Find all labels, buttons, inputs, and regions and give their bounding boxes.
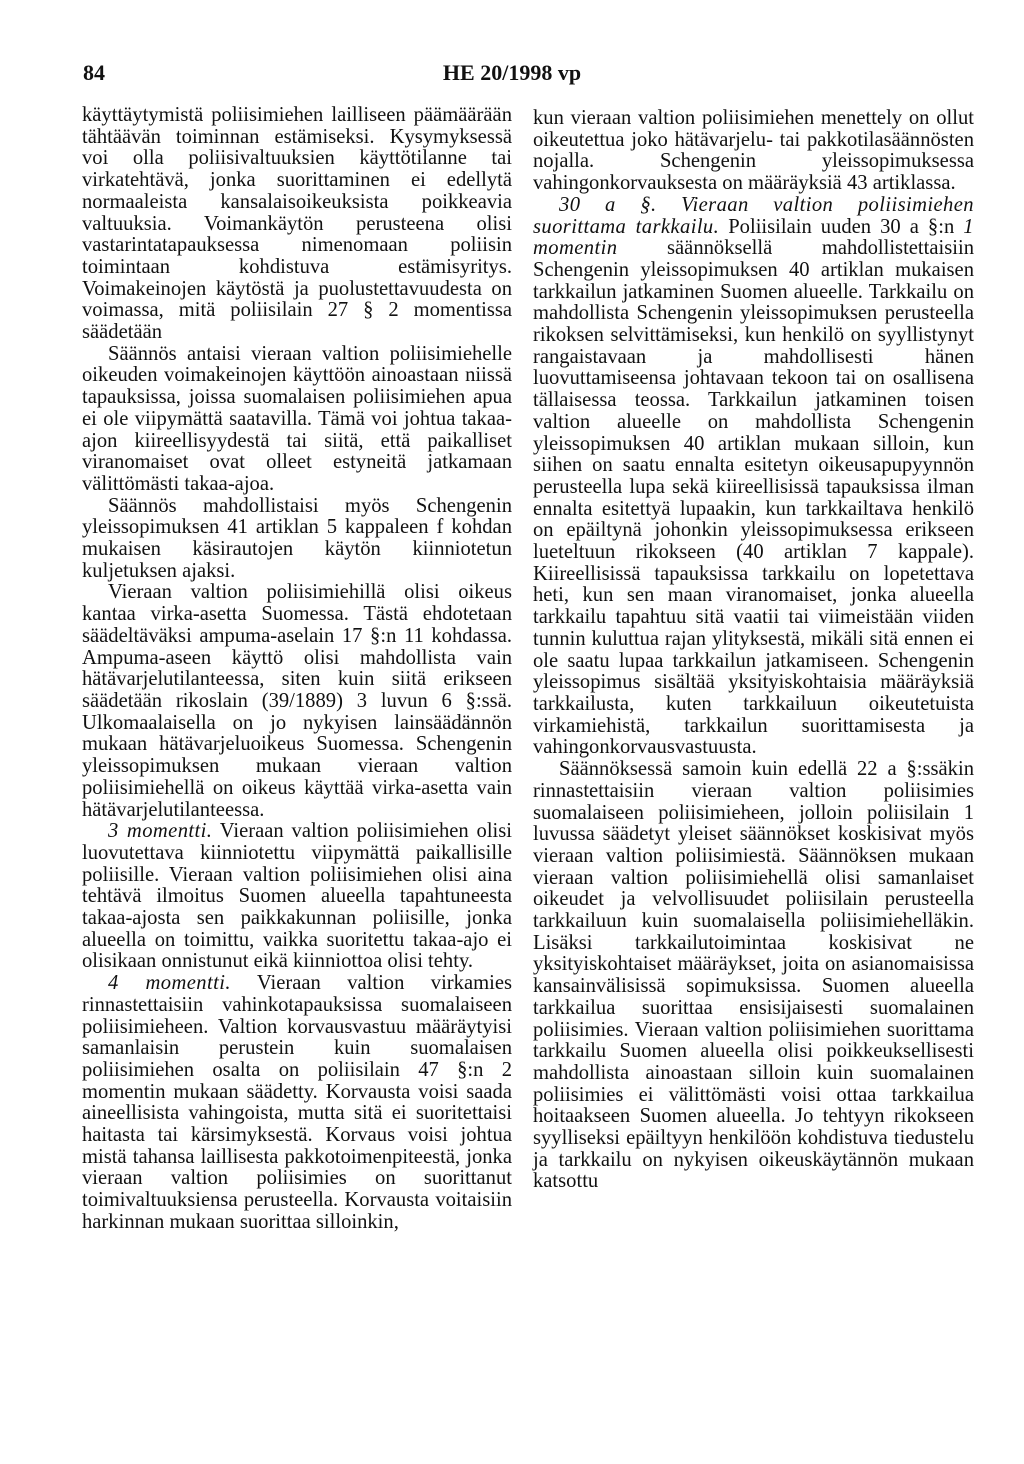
paragraph [82, 821, 512, 973]
paragraph: Säännös mahdollistaisi myös Schengenin yleissopimuksen 41 artiklan 5 kappaleen f kohdan mukaisen käsirautojen käytön kiinniotetun kuljetuksen ajaksi. [82, 494, 512, 582]
section-heading: 30 a §. Vieraan valtion poliisimiehen suorittama tarkkailu. [533, 193, 974, 238]
paragraph-text: säännöksellä mahdollistettaisiin Schengenin yleissopimuksen 40 artiklan mukaisen tarkkailun jatkaminen Suomen alueelle. Tarkkailu on mahdollista Schengenin yleissopimuksen perusteella rikoksen selvittämiseksi, kun henkilö on syyllistynyt rangaistavaan ja mahdollisesti hänen luovuttamiseensa johtavaan tekoon tai on osallisena tällaisessa teossa. Tarkkailun jatkaminen toisen valtion alueelle on mahdollista Schengenin yleissopimuksen 40 artiklan mukaan silloin, kun siihen on saatu ennalta esitetyn oikeusapupyynnön perusteella lupa sekä kiireellisissä tapauksissa ilman ennalta esitettyä lupaakin, kun tarkkailtava henkilö on epäiltynä johonkin yleissopimuksessa erikseen lueteltuun rikokseen (40 artiklan 7 kappale). Kiireellisissä tapauksissa tarkkailu on lopetettava heti, kun sen maan viranomaiset, jonka alueella tarkkailu tapahtuu sitä vaatii tai viimeistään viiden tunnin kuluttua rajan ylityksestä, mikäli sitä ennen ei ole saatu lupaa tarkkailun jatkamiseen. Schengenin yleissopimus sisältää yksityiskohtaisia määräyksiä tarkkailusta, kuten tarkkailuun oikeutetuista virkamiehistä, tarkkailun suorittamisesta ja vahingonkorvausvastuusta. [533, 237, 974, 759]
paragraph-text: Vieraan valtion poliisimiehen olisi luovutettava kiinniotettu viipymättä paikallisille poliisille. Vieraan valtion poliisimiehen olisi aina tehtävä ilmoitus Suomen alueella tapahtuneesta takaa-ajosta sen paikkakunnan poliisille, jonka alueella on toimittu, vaikka suoritettu takaa-ajo ei olisikaan onnistunut eikä kiinniottoa olisi tehty. [82, 820, 513, 973]
paragraph: käyttäytymistä poliisimiehen lailliseen päämäärään tähtäävän toiminnan estämiseksi. Kysymyksessä voi olla poliisivaltuuksien käyttötilanne tai virkatehtävä, jonka suorittaminen ei edellytä normaaleista kansalaisoikeuksista poikkeavia valtuuksia. Voimankäytön perusteena olisi vastarintatapauksessa nimenomaan poliisin toimintaan kohdistuva estämisyritys. Voimakeinojen käytöstä ja puolustettavuudesta on voimassa, mitä poliisilain 27 § 2 momentissa säädetään [82, 104, 512, 344]
paragraph-text: Vieraan valtion virkamies rinnastettaisiin vahinkotapauksissa suomalaiseen poliisimieheen. Valtion korvausvastuu määräytyisi samanlaisin perustein kuin suomalaisen poliisimiehen osalta on poliisilain 47 §:n 2 momentin mukaan säädetty. Korvausta voisi saada aineellisista vahingoista, mutta sitä ei suoritettaisi haitasta tai kärsimyksestä. Korvaus voisi johtua mistä tahansa laillisesta pakkotoimenpiteestä, jonka vieraan valtion poliisimies on suorittanut toimivaltuuksiensa perusteella. Korvausta voitaisiin harkinnan mukaan suorittaa silloinkin, [82, 972, 512, 1233]
paragraph: kun vieraan valtion poliisimiehen menettely on ollut oikeutettua joko hätävarjelu- tai pakkotilasäännösten nojalla. Schengenin yleissopimuksessa vahingonkorvauksesta on määräyksiä 43 artiklassa. [533, 107, 974, 195]
paragraph: Vieraan valtion poliisimiehillä olisi oikeus kantaa virka-asetta Suomessa. Tästä ehdotetaan säädeltäväksi ampuma-aselain 17 §:n 11 kohdassa. Ampuma-aseen käyttö olisi mahdollista vain hätävarjelutilanteessa, siten kuin siitä erikseen säädetään rikoslain (39/1889) 3 luvun 6 §:ssä. Ulkomaalaisella on jo nykyisen lainsäädännön mukaan hätävarjeluoikeus Suomessa. Schengenin yleissopimuksen mukaan vieraan valtion poliisimiehellä on oikeus käyttää virka-asetta vain hätävarjelutilanteessa. [82, 581, 512, 821]
paragraph [82, 973, 512, 1233]
page-number: 84 [83, 60, 105, 85]
paragraph: Säännös antaisi vieraan valtion poliisimiehelle oikeuden voimakeinojen käyttöön ainoastaan niissä tapauksissa, joissa suomalaisen poliisimiehen apua ei ole viipymättä saatavilla. Tämä voi johtua takaa-ajon kiireellisyydestä tai siitä, että paikalliset viranomaiset ovat olleet estyneitä jatkamaan välittömästi takaa-ajoa. [82, 342, 512, 495]
paragraph [533, 195, 974, 759]
section-label: 4 momentti. [108, 972, 231, 995]
paragraph: Säännöksessä samoin kuin edellä 22 a §:ssäkin rinnastettaisiin vieraan valtion poliisimies suomalaiseen poliisimieheen, jolloin poliisilain 1 luvussa säädetyt yleiset säännökset koskisivat myös vieraan valtion poliisimiestä. Säännöksen mukaan vieraan valtion poliisimiehellä olisi samanlaiset oikeudet ja velvollisuudet poliisilain perusteella tarkkailuun kuin suomalaisella poliisimiehelläkin. Lisäksi tarkkailutoimintaa koskisivat ne yksityiskohtaiset määräykset, joita on asianomaisissa kansainvälisissä sopimuksissa. Suomen alueella tarkkailua suorittaa ensisijaisesti suomalainen poliisimies. Vieraan valtion poliisimiehen suorittama tarkkailu Suomen alueella olisi poikkeuksellisesti mahdollista ainoastaan silloin kuin suomalainen poliisimies ei välittömästi voisi ottaa tarkkailua hoitaakseen Suomen alueella. Jo tehtyyn rikokseen syylliseksi epäiltyyn henkilöön kohdistuva tiedustelu ja tarkkailu on nykyisen oikeuskäytännön mukaan katsottu [533, 758, 974, 1193]
section-label: 3 momentti. [108, 820, 213, 843]
running-head: HE 20/1998 vp [442, 60, 582, 85]
right-column [533, 108, 974, 1193]
section-label: 1 momentin [533, 215, 974, 260]
paragraph-text: Poliisilain uuden 30 a §:n [719, 215, 964, 238]
left-column [82, 105, 512, 1234]
